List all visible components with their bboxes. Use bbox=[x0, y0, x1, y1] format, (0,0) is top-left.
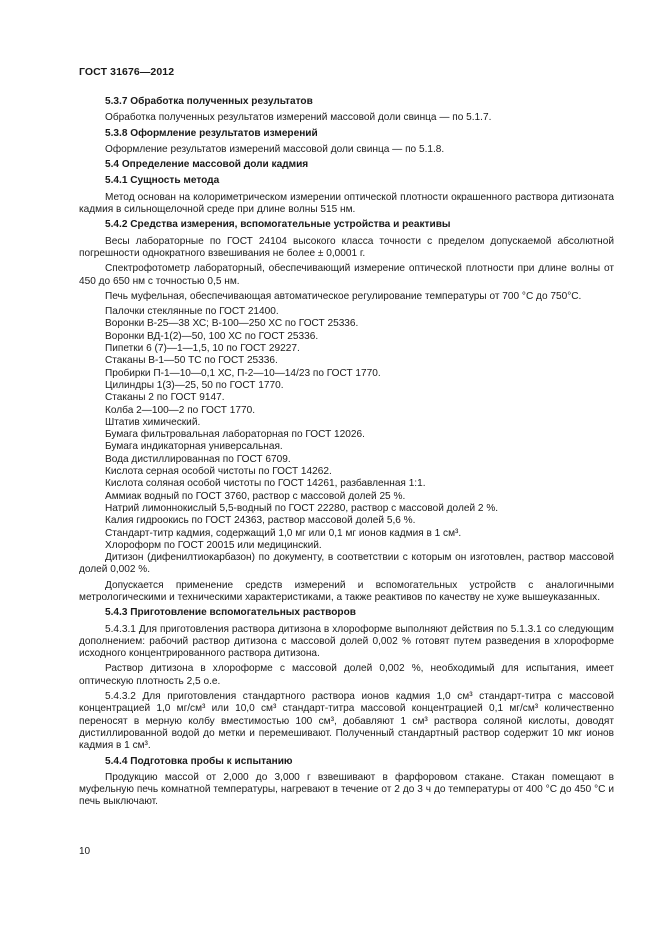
paragraph: 5.4.3.2 Для приготовления стандартного раствора ионов кадмия 1,0 см³ стандарт-титра с массовой концентрацией 1,0 мг/см³ или 10,0 см³ стандарт-титра массовой концентрацией 0,1 мг/см³ количественно переносят в мерную колбу вместимостью 100 см³, добавляют 1 см³ раствора соляной кислоты, доводят дистиллированной водой до метки и перемешивают. Полученный стандартный раствор содержит 10 мкг ионов кадмия в 1 см³. bbox=[79, 691, 614, 752]
list-item: Колба 2—100—2 по ГОСТ 1770. bbox=[105, 404, 256, 416]
document-body bbox=[79, 96, 614, 812]
section-heading: 5.3.7 Обработка полученных результатов bbox=[105, 96, 313, 107]
list-item: Натрий лимоннокислый 5,5-водный по ГОСТ 22280, раствор с массовой долей 2 %. bbox=[105, 502, 499, 514]
paragraph: Печь муфельная, обеспечивающая автоматическое регулирование температуры от 700 °С до 750°С. bbox=[105, 290, 582, 302]
list-item: Воронки ВД-1(2)—50, 100 ХС по ГОСТ 25336. bbox=[105, 330, 319, 342]
section-heading: 5.4.1 Сущность метода bbox=[105, 175, 220, 187]
paragraph: Продукцию массой от 2,000 до 3,000 г взвешивают в фарфоровом стакане. Стакан помещают в муфельную печь комнатной температуры, нагревают в течение от 2 до 3 ч до температуры от 400 °С до 450 °С и печь выключают. bbox=[79, 771, 614, 808]
section-heading: 5.3.8 Оформление результатов измерений bbox=[105, 127, 318, 139]
section-heading: 5.4.3 Приготовление вспомогательных растворов bbox=[105, 607, 356, 619]
paragraph: 5.4.3.1 Для приготовления раствора дитизона в хлороформе выполняют действия по 5.1.3.1 со следующим дополнением: рабочий раствор дитизона с массовой долей 0,002 % готовят путем разведения в хлороформе исходного концентрированного раствора дитизона. bbox=[79, 623, 614, 660]
list-item: Пипетки 6 (7)—1—1,5, 10 по ГОСТ 29227. bbox=[105, 343, 300, 355]
paragraph: Обработка полученных результатов измерений массовой доли свинца — по 5.1.7. bbox=[105, 112, 492, 124]
section-heading: 5.4.2 Средства измерения, вспомогательные устройства и реактивы bbox=[105, 219, 451, 231]
section-heading: 5.4.4 Подготовка пробы к испытанию bbox=[105, 755, 293, 767]
paragraph: Весы лабораторные по ГОСТ 24104 высокого класса точности с пределом допускаемой абсолютной погрешности однократного взвешивания не более ± 0,0001 г. bbox=[79, 235, 614, 259]
paragraph: Дитизон (дифенилтиокарбазон) по документу, в соответствии с которым он изготовлен, раствор массовой долей 0,002 %. bbox=[79, 552, 614, 576]
list-item: Хлороформ по ГОСТ 20015 или медицинский. bbox=[105, 539, 322, 551]
paragraph: Спектрофотометр лабораторный, обеспечивающий измерение оптической плотности при длине волны от 450 до 650 нм с точностью 0,5 нм. bbox=[79, 263, 614, 287]
list-item: Стаканы В-1—50 ТС по ГОСТ 25336. bbox=[105, 355, 278, 367]
list-item: Стандарт-титр кадмия, содержащий 1,0 мг или 0,1 мг ионов кадмия в 1 см³. bbox=[105, 527, 462, 539]
list-item: Кислота соляная особой чистоты по ГОСТ 14261, разбавленная 1:1. bbox=[105, 478, 426, 490]
paragraph: Оформление результатов измерений массовой доли свинца — по 5.1.8. bbox=[105, 143, 445, 155]
list-item: Цилиндры 1(3)—25, 50 по ГОСТ 1770. bbox=[105, 379, 284, 391]
list-item: Вода дистиллированная по ГОСТ 6709. bbox=[105, 453, 291, 465]
paragraph: Раствор дитизона в хлороформе с массовой долей 0,002 %, необходимый для испытания, имеет оптическую плотность 2,5 о.е. bbox=[79, 663, 614, 687]
list-item: Бумага фильтровальная лабораторная по ГОСТ 12026. bbox=[105, 429, 365, 441]
list-item: Калия гидроокись по ГОСТ 24363, раствор массовой долей 5,6 %. bbox=[105, 515, 416, 527]
section-heading: 5.4 Определение массовой доли кадмия bbox=[105, 159, 309, 171]
list-item: Аммиак водный по ГОСТ 3760, раствор с массовой долей 25 %. bbox=[105, 490, 406, 502]
list-item: Пробирки П-1—10—0,1 ХС, П-2—10—14/23 по ГОСТ 1770. bbox=[105, 367, 381, 379]
list-item: Кислота серная особой чистоты по ГОСТ 14262. bbox=[105, 466, 332, 478]
list-item: Воронки В-25—38 ХС; В-100—250 ХС по ГОСТ 25336. bbox=[105, 318, 359, 330]
document-header: ГОСТ 31676—2012 bbox=[79, 66, 175, 78]
list-item: Штатив химический. bbox=[105, 416, 201, 428]
paragraph: Метод основан на колориметрическом измерении оптической плотности окрашенного раствора дитизоната кадмия в сильнощелочной среде при длине волны 515 нм. bbox=[79, 191, 614, 216]
list-item: Стаканы 2 по ГОСТ 9147. bbox=[105, 392, 225, 404]
page-number: 10 bbox=[79, 846, 91, 857]
list-item: Палочки стеклянные по ГОСТ 21400. bbox=[105, 306, 279, 318]
paragraph: Допускается применение средств измерений и вспомогательных устройств с аналогичными метрологическими и техническими характеристиками, а также реактивов по качеству не хуже вышеуказанных. bbox=[79, 579, 614, 603]
list-item: Бумага индикаторная универсальная. bbox=[105, 441, 283, 453]
